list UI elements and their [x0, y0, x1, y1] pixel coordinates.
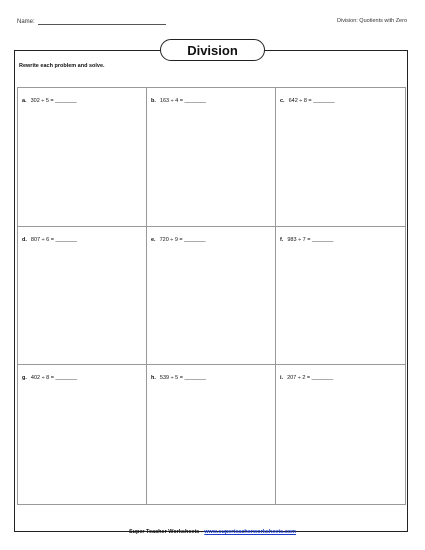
problem-letter: f. — [280, 236, 284, 243]
problem-expression: 807 ÷ 6 = _______ — [30, 236, 77, 243]
problem-cell — [18, 88, 147, 227]
problem-letter: b. — [151, 98, 156, 104]
problem-grid — [17, 87, 406, 505]
problem-cell — [276, 227, 405, 366]
problem-cell — [18, 227, 147, 366]
problem-expression: 163 ÷ 4 = _______ — [159, 98, 206, 104]
footer-brand: Super Teacher Worksheets — [128, 529, 200, 535]
problem-letter: h. — [151, 375, 156, 382]
problem-letter: d. — [22, 236, 27, 243]
problem-cell — [18, 365, 147, 504]
problem-expression: 539 ÷ 5 = _______ — [159, 375, 206, 382]
problem-letter: a. — [22, 98, 27, 104]
problem-expression: 207 ÷ 2 = _______ — [287, 375, 334, 382]
worksheet-topic: Division: Quotients with Zero — [337, 18, 407, 24]
worksheet-title: Division — [160, 39, 265, 61]
instructions: Rewrite each problem and solve. — [19, 63, 105, 69]
footer-link[interactable]: www.superteacherworksheets.com — [204, 529, 297, 535]
name-line — [38, 18, 166, 25]
name-field — [17, 18, 166, 25]
problem-cell — [147, 88, 276, 227]
problem-cell — [276, 88, 405, 227]
footer-separator: - — [199, 529, 205, 535]
problem-cell — [147, 227, 276, 366]
name-label: Name: — [17, 19, 35, 25]
problem-cell — [147, 365, 276, 504]
problem-expression: 720 ÷ 9 = _______ — [159, 236, 206, 243]
problem-expression: 302 ÷ 5 = _______ — [30, 98, 77, 104]
problem-expression: 402 ÷ 8 = _______ — [30, 375, 77, 382]
problem-expression: 983 ÷ 7 = _______ — [287, 236, 334, 243]
problem-letter: i. — [280, 375, 284, 382]
problem-cell — [276, 365, 405, 504]
problem-letter: c. — [280, 98, 285, 104]
problem-letter: e. — [151, 236, 156, 243]
problem-expression: 642 ÷ 8 = _______ — [288, 98, 335, 104]
footer — [0, 529, 425, 535]
problem-letter: g. — [22, 375, 27, 382]
